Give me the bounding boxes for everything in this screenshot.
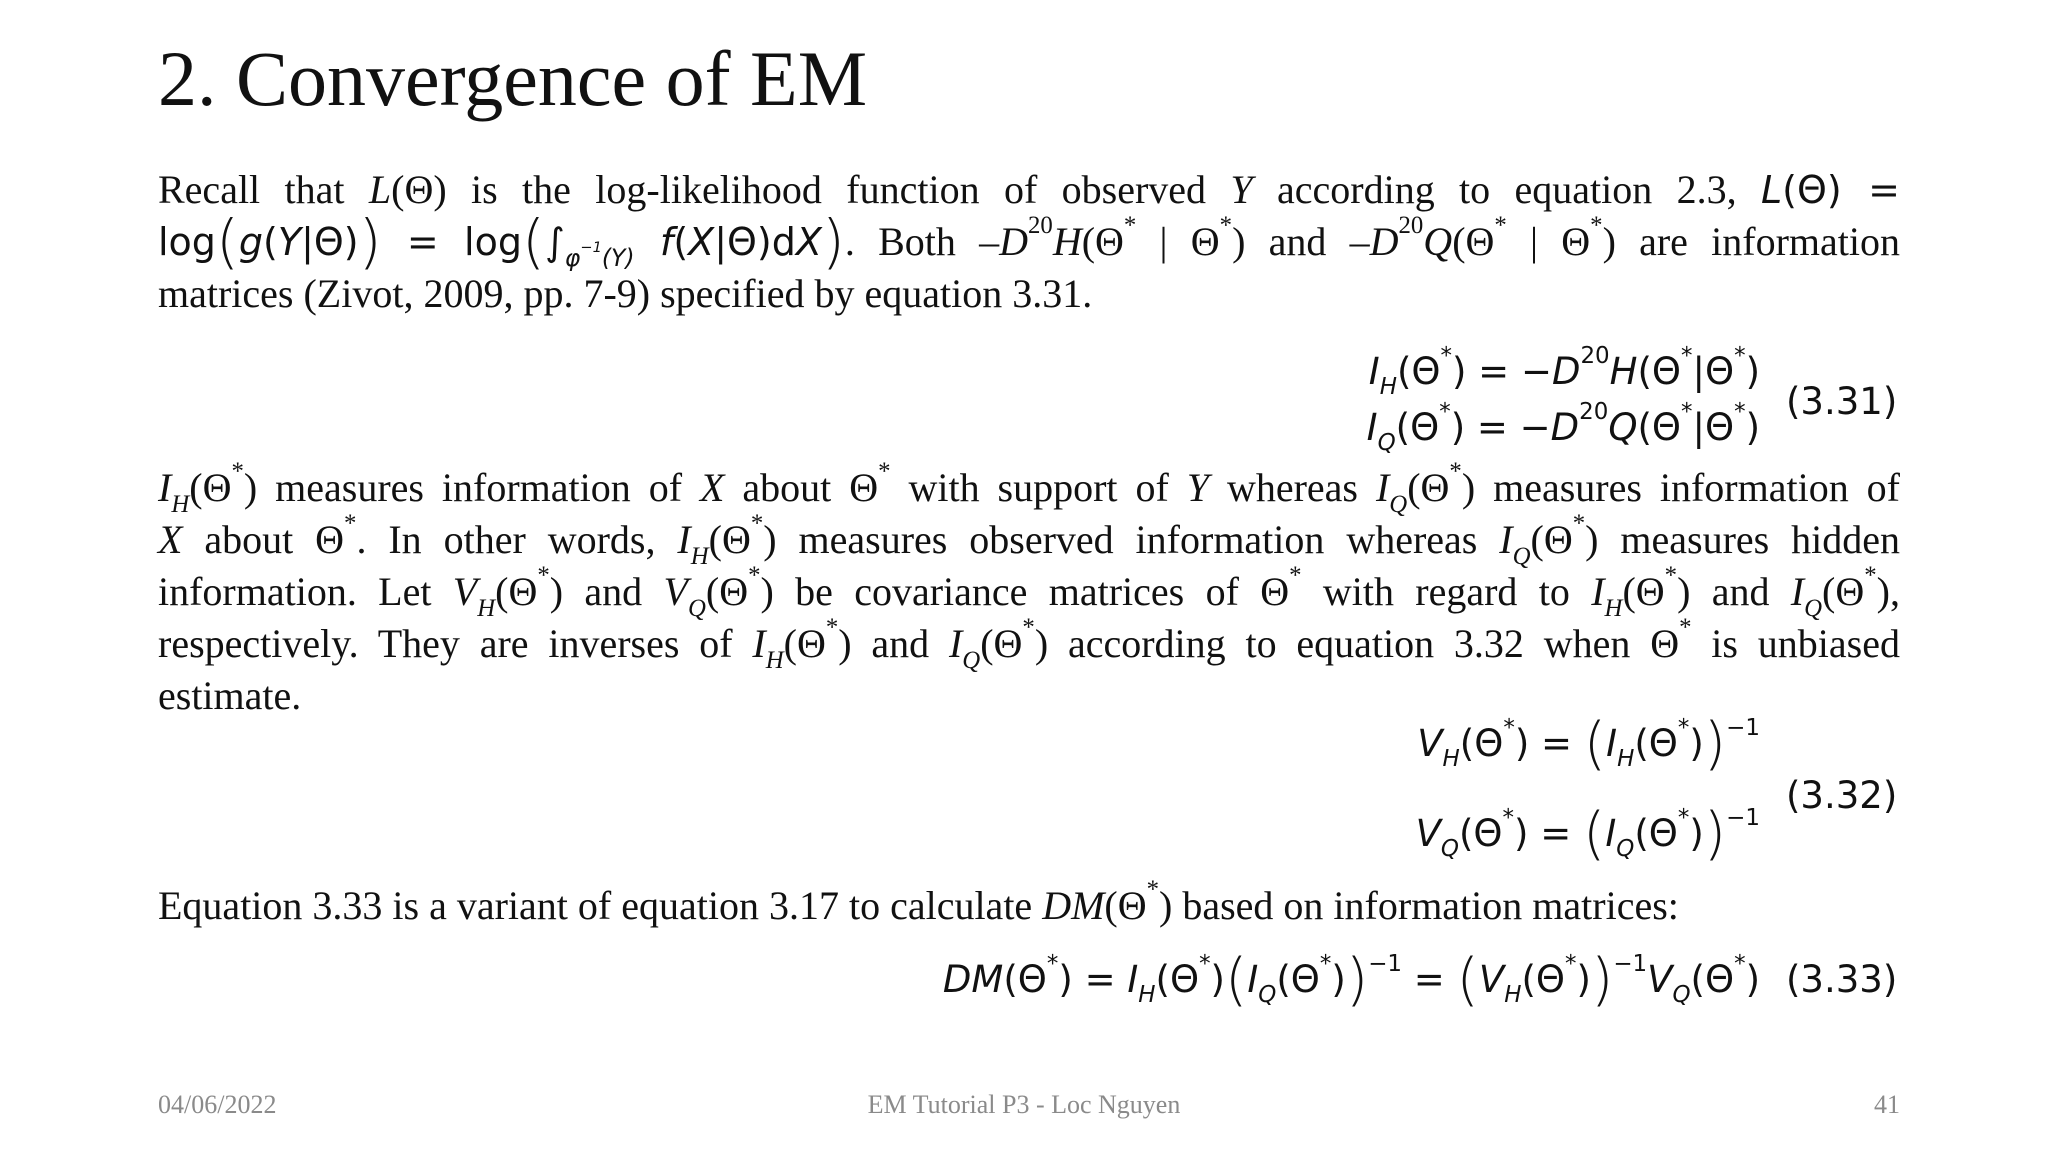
paragraph-line: $I_H(\Theta^*)$ measures information of X about Θ* with support of Y whereas $I_Q(\Theta^*)$ measures information of bbox=[158, 457, 1900, 519]
equation-iq: $I_Q(\Theta^*) = -D^{20}Q(\Theta^*|\Theta^*)$ bbox=[1366, 399, 1760, 457]
footer-date: 04/06/2022 bbox=[158, 1090, 277, 1119]
equation-vh: $V_H(\Theta^*) = (I_H(\Theta^*))^{-1}$ bbox=[1417, 709, 1760, 777]
paragraph-line: respectively. They are inverses of $I_H(\Theta^*)$ and $I_Q(\Theta^*)$ according to equation 3.32 when Θ* is unbiased bbox=[158, 613, 1900, 675]
equation-number: (3.32) bbox=[1786, 774, 1898, 817]
equation-number: (3.33) bbox=[1786, 958, 1898, 1001]
paragraph-line: Equation 3.33 is a variant of equation 3.17 to calculate DM(Θ*) based on information matrices: bbox=[158, 875, 1679, 928]
equation-number: (3.31) bbox=[1786, 380, 1898, 423]
equation-vq: $V_Q(\Theta^*) = (I_Q(\Theta^*))^{-1}$ bbox=[1415, 799, 1760, 867]
paragraph-line: $\log(g(Y|\Theta)) = \log(\int_{\varphi^{-1}(Y)}$ f(X|Θ)dX). Both $-D^{20}H(\Theta^*$ | Θ*) and $-D^{20}Q(\Theta^*$ | Θ*) are information bbox=[158, 207, 1901, 277]
paragraph-line: X about Θ*. In other words, $I_H(\Theta^*)$ measures observed information whereas $I_Q(\Theta^*)$ measures hidden bbox=[158, 509, 1901, 571]
paragraph-variant bbox=[158, 875, 1900, 932]
footer-title: EM Tutorial P3 - Loc Nguyen bbox=[867, 1090, 1181, 1119]
paragraph-recall bbox=[158, 164, 1900, 320]
page-number: 41 bbox=[1874, 1090, 1900, 1119]
paragraph-line: estimate. bbox=[158, 673, 302, 718]
paragraph-information bbox=[158, 457, 1901, 722]
equation-dm: $DM(\Theta^*) = I_H(\Theta^*)(I_Q(\Theta^*))^{-1} = (V_H(\Theta^*))^{-1}V_Q(\Theta^*)$ bbox=[942, 945, 1760, 1013]
paragraph-line: matrices (Zivot, 2009, pp. 7-9) specified by equation 3.31. bbox=[158, 271, 1093, 316]
equation-ih: $I_H(\Theta^*) = -D^{20}H(\Theta^*|\Theta^*)$ bbox=[1368, 343, 1760, 401]
paragraph-line: Recall that L(Θ) is the log-likelihood function of observed Y according to equation 2.3, L(Θ) = bbox=[158, 167, 1901, 212]
slide-title: 2. Convergence of EM bbox=[158, 35, 868, 122]
paragraph-line: information. Let $V_H(\Theta^*)$ and $V_Q(\Theta^*)$ be covariance matrices of Θ* with regard to $I_H(\Theta^*)$ and $I_Q(\Theta^*)$, bbox=[158, 561, 1900, 623]
